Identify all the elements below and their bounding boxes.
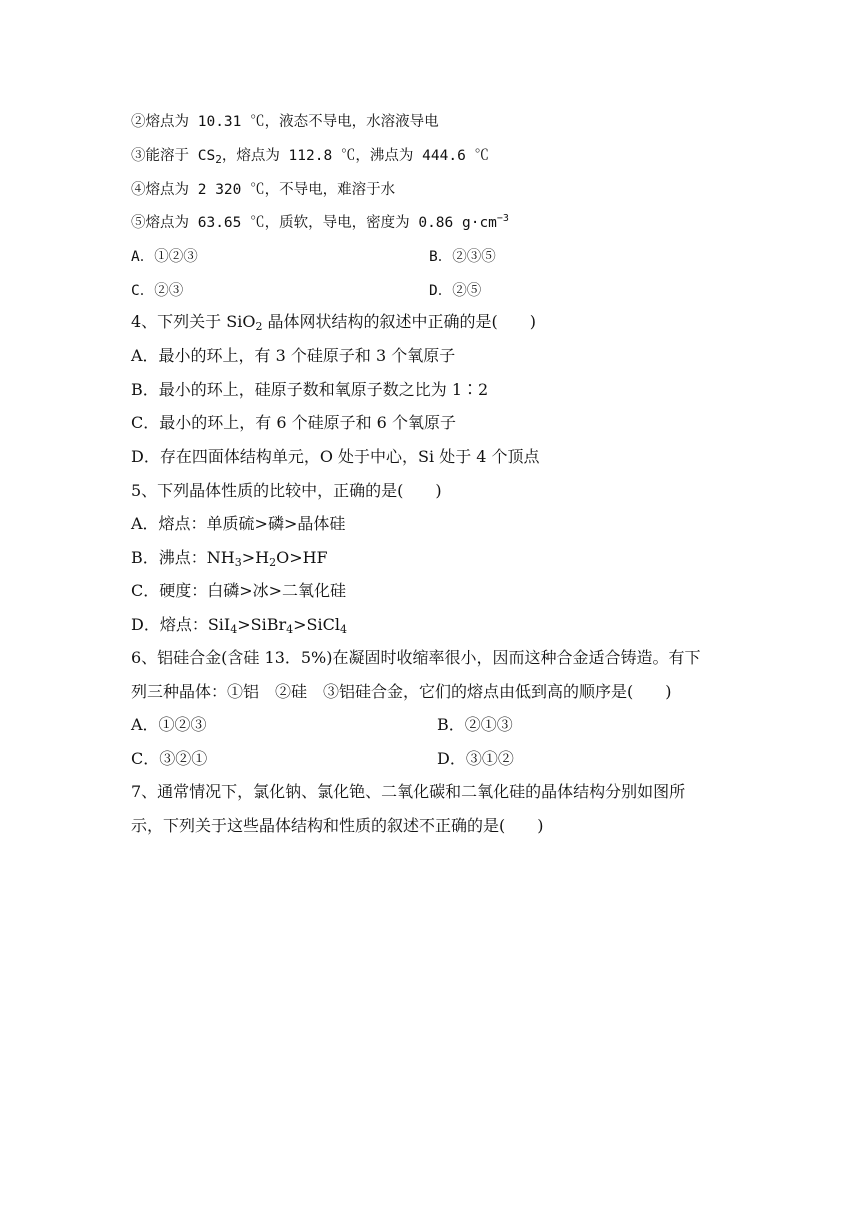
q4-option-c: C．最小的环上，有 6 个硅原子和 6 个氧原子 — [131, 413, 456, 432]
q5-option-d-prefix: D．熔点：SiI — [131, 615, 231, 634]
q5-option-b-prefix: B．沸点：NH — [131, 548, 235, 567]
q3-option-d: D．②⑤ — [429, 283, 482, 299]
q4-option-b: B．最小的环上，硅原子数和氧原子数之比为 1∶2 — [131, 380, 489, 399]
q3-item-5-sup: −3 — [496, 213, 509, 224]
q5-option-c: C．硬度：白磷>冰>二氧化硅 — [131, 581, 347, 600]
q5-option-d-sub1: 4 — [230, 623, 238, 636]
q5-option-d-mid2: >SiCl — [293, 615, 340, 634]
q4-option-a: A．最小的环上，有 3 个硅原子和 3 个氧原子 — [131, 346, 456, 365]
q4-stem-pre: 4、下列关于 SiO — [131, 312, 256, 331]
q5-option-b-sub1: 3 — [234, 556, 242, 569]
q7-stem-line-1: 7、通常情况下，氯化钠、氯化铯、二氧化碳和二氧化硅的晶体结构分别如图所 — [131, 782, 686, 801]
q6-stem-line-1: 6、铝硅合金(含硅 13．5%)在凝固时收缩率很小，因而这种合金适合铸造。有下 — [131, 648, 701, 667]
q5-option-d-sub2: 4 — [286, 623, 294, 636]
q5-option-b-rest: O>HF — [276, 548, 328, 567]
q3-item-4: ④熔点为 2 320 ℃，不导电，难溶于水 — [131, 182, 396, 198]
q6-option-b: B．②①③ — [437, 715, 513, 734]
q3-option-c: C．②③ — [131, 283, 184, 299]
q4-stem-post: 晶体网状结构的叙述中正确的是( ) — [262, 312, 537, 331]
q4-stem-sub: 2 — [255, 320, 263, 333]
q5-option-a: A．熔点：单质硫>磷>晶体硅 — [131, 514, 346, 533]
q4-stem — [131, 312, 536, 332]
q5-option-b-sub2: 2 — [269, 556, 277, 569]
q5-option-d — [131, 615, 347, 635]
q5-option-b-mid1: >H — [241, 548, 270, 567]
q4-option-d: D．存在四面体结构单元，O 处于中心，Si 处于 4 个顶点 — [131, 447, 540, 466]
q3-item-3 — [131, 146, 489, 166]
q5-stem: 5、下列晶体性质的比较中，正确的是( ) — [131, 481, 442, 500]
q6-option-a: A．①②③ — [131, 715, 207, 734]
q6-option-d: D．③①② — [437, 749, 514, 768]
q3-item-3-post: ，熔点为 112.8 ℃，沸点为 444.6 ℃ — [221, 148, 490, 164]
q3-option-a: A．①②③ — [131, 249, 198, 265]
q3-item-2: ②熔点为 10.31 ℃，液态不导电，水溶液导电 — [131, 114, 439, 130]
q3-item-5-pre: ⑤熔点为 63.65 ℃，质软，导电，密度为 0.86 g·cm — [131, 215, 497, 231]
q3-item-3-pre: ③能溶于 CS — [131, 148, 216, 164]
q3-option-b: B．②③⑤ — [429, 249, 496, 265]
q6-stem-line-2: 列三种晶体：①铝 ②硅 ③铝硅合金，它们的熔点由低到高的顺序是( ) — [131, 682, 672, 701]
q5-option-d-mid1: >SiBr — [237, 615, 287, 634]
q5-option-b — [131, 548, 328, 568]
q5-option-d-sub3: 4 — [339, 623, 347, 636]
q3-item-5 — [131, 213, 509, 233]
q6-option-c: C．③②① — [131, 749, 208, 768]
q7-stem-line-2: 示，下列关于这些晶体结构和性质的叙述不正确的是( ) — [131, 816, 544, 835]
q3-item-3-sub: 2 — [215, 153, 222, 166]
